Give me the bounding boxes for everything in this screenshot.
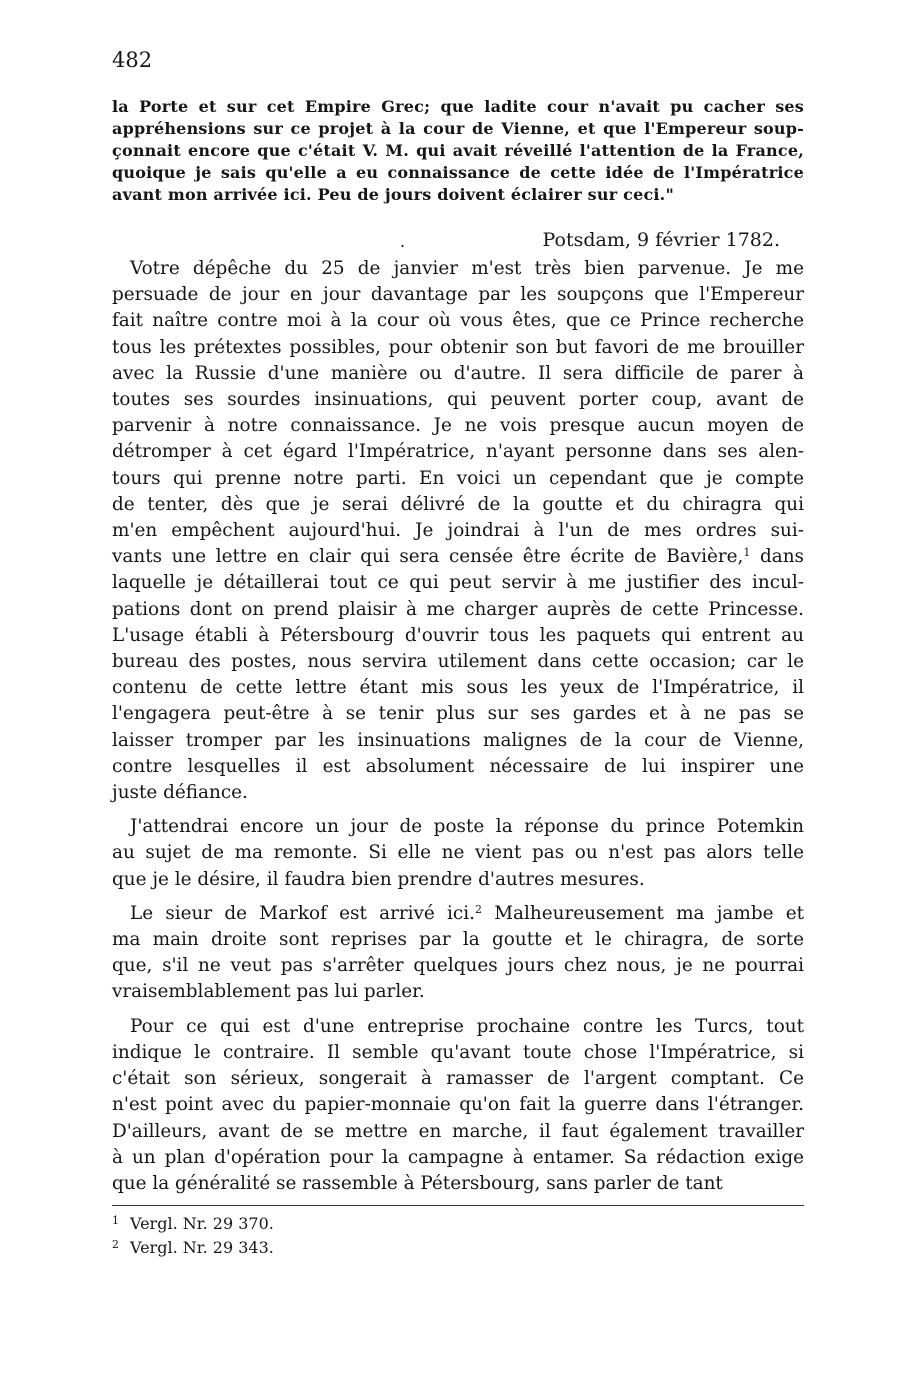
- body-line: vraisemblablement pas lui parler.: [112, 981, 425, 1003]
- body-line: J'attendrai encore un jour de poste la réponse du prince Potemkin: [130, 816, 804, 838]
- footnote-mark: 2: [112, 1238, 119, 1251]
- body-line: L'usage établi à Pétersbourg d'ouvrir tous les paquets qui entrent au: [112, 624, 804, 646]
- footnote: [112, 1214, 274, 1233]
- body-line: que, s'il ne veut pas s'arrêter quelques jours chez nous, je ne pourrai: [112, 955, 804, 977]
- body-line: m'en empêchent aujourd'hui. Je joindrai à l'un de mes ordres sui-: [112, 520, 804, 542]
- body-line: que je le désire, il faudra bien prendre d'autres mesures.: [112, 868, 645, 890]
- paragraph: [112, 814, 804, 893]
- body-line: Le sieur de Markof est arrivé ici.$^2$ Malheureusement ma jambe et: [130, 902, 804, 924]
- body-line: que la généralité se rassemble à Pétersbourg, sans parler de tant: [112, 1172, 723, 1194]
- body-line: avec la Russie d'une manière ou d'autre. Il sera difficile de parer à: [112, 362, 804, 384]
- body-line: vants une lettre en clair qui sera censée être écrite de Bavière,$^1$ dans: [112, 546, 804, 568]
- body-line: pations dont on prend plaisir à me charger auprès de cette Princesse.: [112, 598, 804, 620]
- body-line: fait naître contre moi à la cour où vous êtes, que ce Prince recherche: [112, 310, 804, 332]
- body-line: Votre dépêche du 25 de janvier m'est très bien parvenue. Je me: [130, 258, 804, 279]
- body-line: contre lesquelles il est absolument nécessaire de lui inspirer une: [112, 755, 804, 777]
- body-line: parvenir à notre connaissance. Je ne vois presque aucun moyen de: [112, 415, 804, 437]
- body-line: détromper à cet égard l'Impératrice, n'ayant personne dans ses alen-: [112, 441, 804, 463]
- body-line: ma main droite sont reprises par la goutte et le chiragra, de sorte: [112, 929, 804, 951]
- paragraph: [112, 901, 804, 1006]
- page-number: 482: [112, 48, 153, 72]
- body-line: contenu de cette lettre étant mis sous les yeux de l'Impératrice, il: [112, 677, 804, 699]
- quote-line: appréhensions sur ce projet à la cour de Vienne, et que l'Empereur soup-: [112, 119, 804, 138]
- body-line: à un plan d'opération pour la campagne à entamer. Sa rédaction exige: [112, 1146, 804, 1168]
- quote-line: çonnait encore que c'était V. M. qui avait réveillé l'attention de la France,: [112, 141, 804, 160]
- body-line: laisser tromper par les insinuations malignes de la cour de Vienne,: [112, 729, 804, 751]
- footnote-mark: 1: [112, 1214, 119, 1227]
- dateline: Potsdam, 9 février 1782.: [542, 229, 780, 251]
- paragraph: [112, 256, 804, 806]
- footnote-reference: 1: [743, 546, 751, 560]
- footnote-text: Vergl. Nr. 29 370.: [130, 1214, 274, 1233]
- footnote-text: Vergl. Nr. 29 343.: [130, 1238, 274, 1257]
- body-line: persuade de jour en jour davantage par les soupçons que l'Empereur: [112, 284, 804, 306]
- body-line: au sujet de ma remonte. Si elle ne vient pas ou n'est pas alors telle: [112, 842, 804, 864]
- body-line: Pour ce qui est d'une entreprise prochaine contre les Turcs, tout: [130, 1015, 804, 1037]
- body-line: tours qui prenne notre parti. En voici un cependant que je compte: [112, 467, 804, 489]
- body-line: D'ailleurs, avant de se mettre en marche, il faut également travailler: [112, 1120, 804, 1142]
- footnote-reference: 2: [474, 902, 482, 916]
- quote-line: avant mon arrivée ici. Peu de jours doivent éclairer sur ceci.": [112, 185, 674, 204]
- body-line: c'était son sérieux, songerait à ramasser de l'argent comptant. Ce: [112, 1068, 804, 1090]
- quoted-passage: [112, 96, 804, 206]
- paragraph: [112, 1014, 804, 1197]
- stray-mark: .: [400, 232, 406, 251]
- body-line: juste défiance.: [112, 782, 248, 804]
- body-line: bureau des postes, nous servira utilement dans cette occasion; car le: [112, 651, 804, 673]
- footnote: [112, 1238, 274, 1257]
- body-line: indique le contraire. Il semble qu'avant toute chose l'Impératrice, si: [112, 1041, 804, 1063]
- footnote-rule: [112, 1205, 804, 1206]
- letter-body: [112, 256, 804, 1205]
- body-line: de tenter, dès que je serai délivré de la goutte et du chiragra qui: [112, 493, 804, 515]
- body-line: tous les prétextes possibles, pour obtenir son but favori de me brouiller: [112, 336, 804, 358]
- body-line: laquelle je détaillerai tout ce qui peut servir à me justifier des incul-: [112, 572, 804, 594]
- quote-line: la Porte et sur cet Empire Grec; que ladite cour n'avait pu cacher ses: [112, 97, 804, 116]
- body-line: l'engagera peut-être à se tenir plus sur ses gardes et à ne pas se: [112, 703, 804, 725]
- body-line: n'est point avec du papier-monnaie qu'on fait la guerre dans l'étranger.: [112, 1094, 804, 1116]
- body-line: toutes ses sourdes insinuations, qui peuvent porter coup, avant de: [112, 389, 804, 411]
- quote-line: quoique je sais qu'elle a eu connaissance de cette idée de l'Impératrice: [112, 163, 804, 182]
